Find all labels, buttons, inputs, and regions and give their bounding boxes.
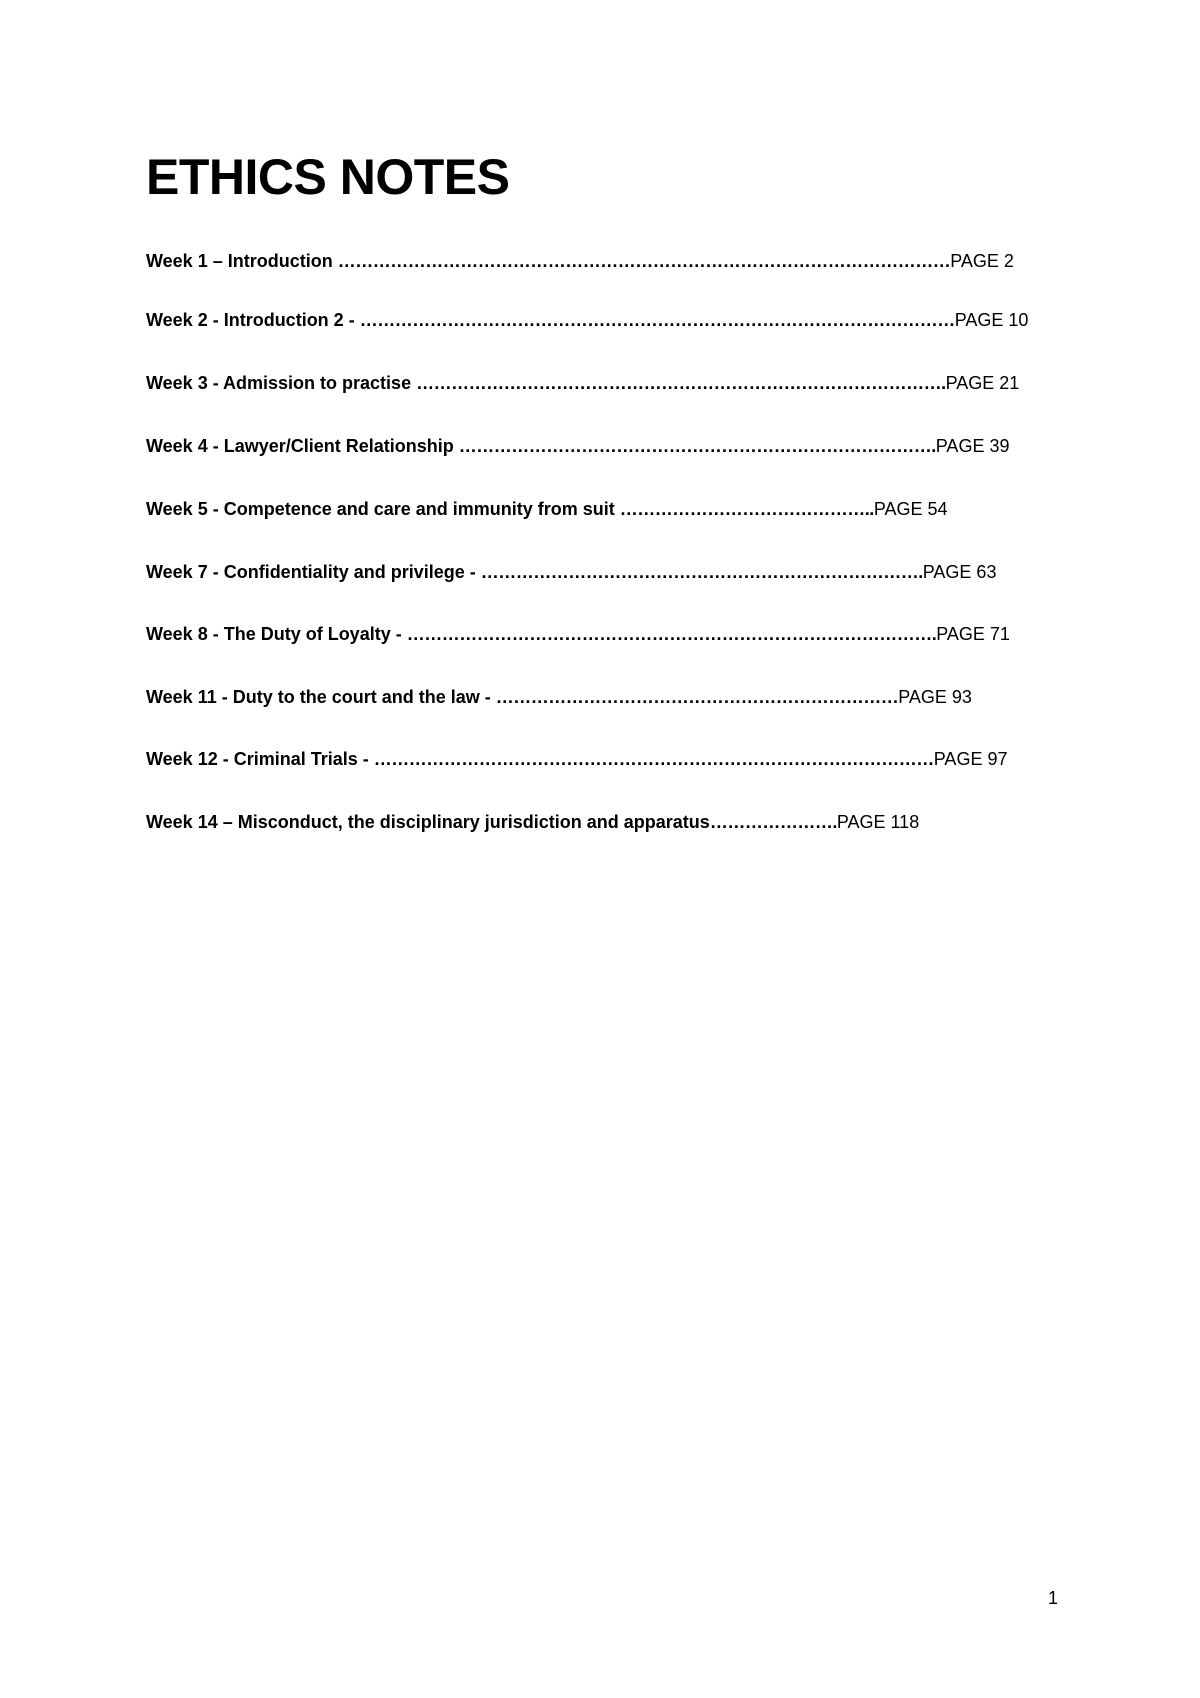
toc-entry-title: Week 1 – Introduction <box>146 251 338 271</box>
toc-leader-dots: …………………………………………………………………………………… <box>373 749 934 769</box>
toc-entry-week-11[interactable] <box>146 686 972 708</box>
toc-page-ref: PAGE 54 <box>873 499 948 519</box>
toc-entry-title: Week 11 - Duty to the court and the law - <box>146 687 496 707</box>
toc-entry-week-14[interactable] <box>146 811 919 833</box>
toc-entry-title: Week 3 - Admission to practise <box>146 373 417 393</box>
toc-leader-dots: ………………………………………………………………………………. <box>416 373 946 393</box>
toc-entry-week-1[interactable] <box>146 250 1014 272</box>
toc-page-ref: PAGE 10 <box>954 310 1029 330</box>
toc-entry-week-7[interactable] <box>146 561 996 583</box>
toc-entry-week-2[interactable] <box>146 309 1028 331</box>
toc-page-ref: PAGE 118 <box>836 812 920 832</box>
toc-entry-title: Week 8 - The Duty of Loyalty - <box>146 624 407 644</box>
toc-entry-week-5[interactable] <box>146 498 948 520</box>
toc-entry-title: Week 2 - Introduction 2 - <box>146 310 360 330</box>
toc-entry-title: Week 5 - Competence and care and immunity from suit <box>146 499 620 519</box>
toc-leader-dots: ………………………………………………………………………………. <box>406 624 937 644</box>
toc-page-ref: PAGE 2 <box>950 251 1014 271</box>
toc-page-ref: PAGE 39 <box>935 436 1010 456</box>
toc-leader-dots: …………………………………………………………… <box>495 687 899 707</box>
toc-page-ref: PAGE 21 <box>945 373 1020 393</box>
page-number: 1 <box>1048 1588 1059 1608</box>
toc-page-ref: PAGE 97 <box>933 749 1008 769</box>
toc-entry-week-12[interactable] <box>146 748 1007 770</box>
page-title: ETHICS NOTES <box>146 149 510 205</box>
toc-entry-week-4[interactable] <box>146 435 1009 457</box>
toc-leader-dots: …………………………………………………………………………………………… <box>337 251 951 271</box>
toc-entry-title: Week 7 - Confidentiality and privilege - <box>146 562 481 582</box>
toc-leader-dots: …………………. <box>709 812 837 832</box>
toc-leader-dots: ………………………………………………………………………………………… <box>359 310 955 330</box>
toc-leader-dots: …………………………………….. <box>619 499 874 519</box>
toc-entry-week-3[interactable] <box>146 372 1019 394</box>
toc-entry-title: Week 12 - Criminal Trials - <box>146 749 374 769</box>
toc-page-ref: PAGE 71 <box>936 624 1010 644</box>
toc-page-ref: PAGE 63 <box>922 562 997 582</box>
toc-entry-title: Week 14 – Misconduct, the disciplinary jurisdiction and apparatus <box>146 812 710 832</box>
toc-page-ref: PAGE 93 <box>898 687 972 707</box>
toc-leader-dots: …………………………………………………………………. <box>480 562 923 582</box>
toc-leader-dots: ………………………………………………………………………. <box>458 436 936 456</box>
toc-entry-week-8[interactable] <box>146 623 1010 645</box>
toc-entry-title: Week 4 - Lawyer/Client Relationship <box>146 436 459 456</box>
